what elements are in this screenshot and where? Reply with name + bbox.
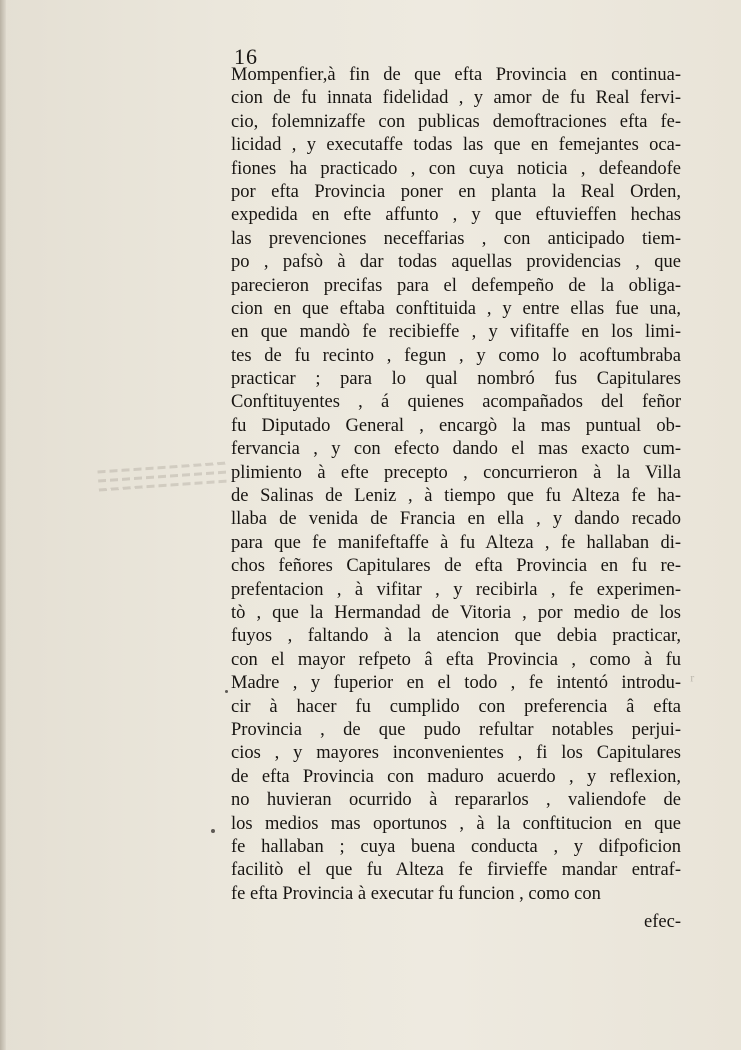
ink-speck — [211, 829, 215, 833]
text-line: expedida en efte affunto , y que eftuvieffen hechas — [231, 205, 681, 226]
text-line: cio, folemnizaffe con publicas demoftraciones efta fe- — [231, 111, 681, 132]
page-edge-shadow — [0, 0, 6, 1050]
text-line: fu Diputado General , encargò la mas puntual ob- — [231, 415, 681, 436]
text-line: po , pafsò à dar todas aquellas providencias , que — [231, 252, 681, 273]
ink-speck — [225, 690, 228, 693]
text-line: no huvieran ocurrido à repararlos , valiendofe de — [231, 790, 681, 811]
handwriting-scribble — [99, 479, 229, 491]
faded-marginal-note — [97, 456, 229, 498]
text-line: llaba de venida de Francia en ella , y dando recado — [231, 509, 681, 530]
ink-mark: ʳ — [690, 670, 695, 692]
text-line: cion en que eftaba conftituida , y entre ellas fue una, — [231, 298, 681, 319]
text-line: tò , que la Hermandad de Vitoria , por medio de los — [231, 602, 681, 623]
body-text — [231, 64, 681, 906]
text-line: plimiento à efte precepto , concurrieron à la Villa — [231, 462, 681, 483]
text-line: los medios mas oportunos , à la conftitucion en que — [231, 813, 681, 834]
text-line: Mompenfier,à fin de que efta Provincia en continua- — [231, 65, 681, 85]
text-line: fe efta Provincia à executar fu funcion , como con — [231, 883, 601, 904]
text-line: fe hallaban ; cuya buena conducta , y difpoficion — [231, 836, 681, 857]
text-line: en que mandò fe recibieffe , y vifitaffe en los limi- — [231, 322, 681, 343]
text-line: para que fe manifeftaffe à fu Alteza , fe hallaban di- — [231, 532, 681, 553]
text-line: de Salinas de Leniz , à tiempo que fu Alteza fe ha- — [231, 486, 681, 507]
text-line: cion de fu innata fidelidad , y amor de fu Real fervi- — [231, 88, 681, 109]
text-line: cir à hacer fu cumplido con preferencia â efta — [231, 696, 681, 717]
text-line: Provincia , de que pudo refultar notables perjui- — [231, 719, 681, 740]
text-line: Madre , y fuperior en el todo , fe intentó introdu- — [231, 673, 681, 694]
text-line: facilitò el que fu Alteza fe firvieffe mandar entraf- — [231, 860, 681, 881]
text-line: parecieron precifas para el defempeño de la obliga- — [231, 275, 681, 296]
text-line: practicar ; para lo qual nombró fus Capitulares — [231, 369, 681, 390]
text-line: chos feñores Capitulares de efta Provincia en fu re- — [231, 556, 681, 577]
text-line: licidad , y executaffe todas las que en femejantes oca- — [231, 135, 681, 156]
text-line: las prevenciones neceffarias , con anticipado tiem- — [231, 228, 681, 249]
text-line: fuyos , faltando à la atencion que debia practicar, — [231, 626, 681, 647]
text-line: prefentacion , à vifitar , y recibirla , fe experimen- — [231, 579, 681, 600]
text-line: cios , y mayores inconvenientes , fi los Capitulares — [231, 743, 681, 764]
text-line: con el mayor refpeto â efta Provincia , como à fu — [231, 649, 681, 670]
text-line: fervancia , y con efecto dando el mas exacto cum- — [231, 439, 681, 460]
text-line: fiones ha practicado , con cuya noticia , defeandofe — [231, 158, 681, 179]
text-line: Conftituyentes , á quienes acompañados del feñor — [231, 392, 681, 413]
catchword: efec- — [644, 912, 681, 932]
page-number: 16 — [234, 44, 258, 69]
text-line: por efta Provincia poner en planta la Real Orden, — [231, 181, 681, 202]
text-line: tes de fu recinto , fegun , y como lo acoftumbraba — [231, 345, 681, 366]
text-line: de efta Provincia con maduro acuerdo , y reflexion, — [231, 766, 681, 787]
